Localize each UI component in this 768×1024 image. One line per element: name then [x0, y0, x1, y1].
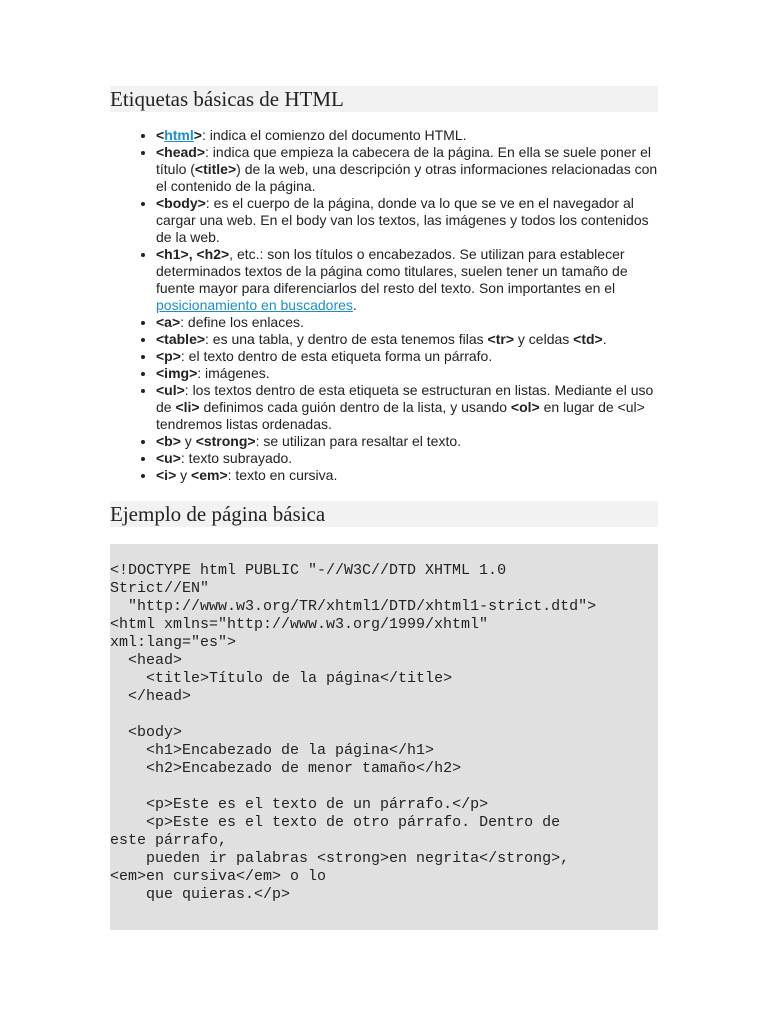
list-item — [156, 144, 658, 195]
section-heading-ejemplo: Ejemplo de página básica — [110, 501, 658, 527]
tag-name: <body> — [156, 195, 206, 211]
tag-name: <img> — [156, 365, 198, 381]
list-item — [156, 314, 658, 331]
item-text: , etc.: son los títulos o encabezados. Se utilizan para establecer determinados textos de la página como titulares, suelen tener un tamaño de fuente mayor para diferenciarlos del resto del texto. Son importantes en el — [156, 246, 628, 296]
tag-name: < — [156, 127, 165, 143]
list-item — [156, 127, 658, 144]
item-text: : es una tabla, y dentro de esta tenemos filas — [205, 331, 488, 347]
tag-name: <title> — [194, 161, 237, 177]
item-text: ) de la web, una descripción y otras informaciones relacionadas con el contenido de la página. — [156, 161, 658, 194]
item-text: . — [602, 331, 607, 347]
tag-name: <strong> — [195, 433, 256, 449]
tag-name: <p> — [156, 348, 181, 364]
link[interactable]: posicionamiento en buscadores — [156, 297, 353, 313]
tag-list — [110, 127, 658, 484]
item-text: en lugar de <ul> tendremos listas ordenadas. — [156, 399, 645, 432]
link[interactable]: html — [164, 127, 194, 143]
item-text: . — [352, 297, 357, 313]
item-text: definimos cada guión dentro de la lista, y usando — [199, 399, 511, 415]
tag-name: <h1>, <h2> — [156, 246, 230, 262]
item-text: : indica que empieza la cabecera de la página. En ella se suele poner el título ( — [156, 144, 651, 177]
item-text: y — [176, 467, 192, 483]
item-text: : imágenes. — [197, 365, 270, 381]
item-text: : texto en cursiva. — [227, 467, 338, 483]
tag-name: <ul> — [156, 382, 185, 398]
document-page — [110, 86, 658, 930]
item-text: : indica el comienzo del documento HTML. — [201, 127, 467, 143]
tag-name: <em> — [191, 467, 228, 483]
item-text: : define los enlaces. — [180, 314, 304, 330]
tag-name: <td> — [573, 331, 603, 347]
tag-name: > — [193, 127, 202, 143]
list-item — [156, 382, 658, 433]
tag-name: <table> — [156, 331, 206, 347]
tag-name: <head> — [156, 144, 206, 160]
tag-name: <b> — [156, 433, 181, 449]
list-item — [156, 450, 658, 467]
list-item — [156, 433, 658, 450]
item-text: : texto subrayado. — [180, 450, 293, 466]
tag-name: <li> — [175, 399, 200, 415]
item-text: y celdas — [514, 331, 574, 347]
item-text: : es el cuerpo de la página, donde va lo que se ve en el navegador al cargar una web. En el body van los textos, las imágenes y todos los contenidos de la web. — [156, 195, 649, 245]
item-text: : los textos dentro de esta etiqueta se estructuran en listas. Mediante el uso de — [156, 382, 654, 415]
tag-name: <tr> — [487, 331, 515, 347]
item-text: y — [180, 433, 196, 449]
list-item — [156, 331, 658, 348]
list-item — [156, 246, 658, 314]
code-block: <!DOCTYPE html PUBLIC "-//W3C//DTD XHTML 1.0 Strict//EN" "http://www.w3.org/TR/xhtml1/DTD/xhtml1-strict.dtd"> <html xmlns="http://www.w3.org/1999/xhtml" xml:lang="es"> <head> <title>Título de la página</title> </head> <body> <h1>Encabezado de la página</h1> <h2>Encabezado de menor tamaño</h2> <p>Este es el texto de un párrafo.</p> <p>Este es el texto de otro párrafo. Dentro de este párrafo, pueden ir palabras <strong>en negrita</strong>, <em>en cursiva</em> o lo que quieras.</p> — [110, 544, 658, 930]
list-item — [156, 365, 658, 382]
tag-name: <i> — [156, 467, 177, 483]
list-item — [156, 467, 658, 484]
item-text: : se utilizan para resaltar el texto. — [255, 433, 462, 449]
item-text: : el texto dentro de esta etiqueta forma un párrafo. — [180, 348, 493, 364]
tag-name: <ol> — [510, 399, 540, 415]
list-item — [156, 348, 658, 365]
section-heading-etiquetas: Etiquetas básicas de HTML — [110, 86, 658, 112]
list-item — [156, 195, 658, 246]
tag-name: <a> — [156, 314, 181, 330]
tag-name: <u> — [156, 450, 181, 466]
